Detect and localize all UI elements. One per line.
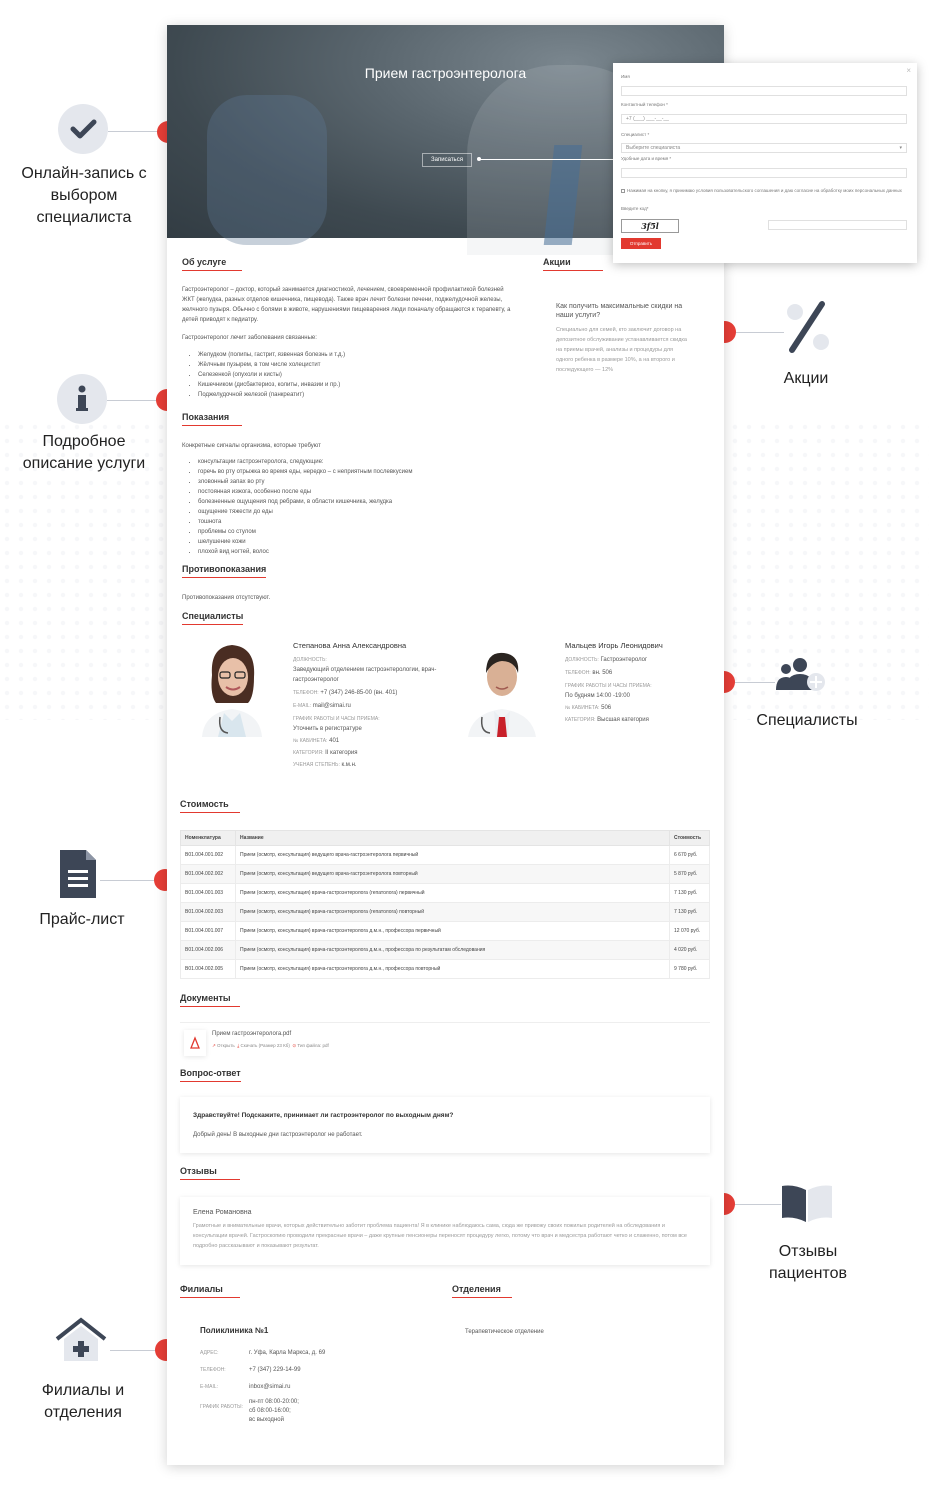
captcha-input[interactable] (768, 220, 907, 230)
departments-heading: Отделения (452, 1284, 501, 1294)
divider (180, 1022, 710, 1023)
specialist-cabinet: 506 (601, 705, 612, 711)
specialist-phone[interactable]: +7 (347) 246-85-00 (вн. 401) (320, 690, 398, 696)
specialist-cabinet: 401 (329, 738, 340, 744)
documents-heading: Документы (180, 993, 231, 1003)
table-row (181, 903, 710, 922)
doctor-male-illustration (452, 637, 552, 737)
pdf-icon[interactable] (184, 1030, 206, 1056)
about-paragraph: Гастроэнтеролог лечит заболевания связанные: (182, 335, 317, 341)
field-label: Контактный телефон * (621, 102, 668, 107)
open-icon: ↗ (212, 1043, 216, 1048)
table-row (181, 846, 710, 865)
specialist-category: II категория (325, 750, 358, 756)
specialist-schedule: Уточнить в регистратуре (293, 726, 362, 732)
list-item: • болезненные ощущения под ребрами, в области кишечника, желудка (198, 497, 512, 507)
table-cell: Прием (осмотр, консультация) врача-гастроэнтеролога (гепатолога) повторный (236, 903, 670, 922)
feature-price-list: Прайс-лист (39, 911, 125, 928)
filetype-icon: ⊙ (292, 1043, 297, 1048)
download-icon: ⤓ (237, 1043, 240, 1048)
field-label: E-MAIL: (293, 703, 312, 709)
consent-checkbox[interactable] (621, 189, 625, 193)
document-icon (58, 850, 98, 900)
column-header: Номенклатура (181, 831, 236, 846)
field-label: E-MAIL: (200, 1384, 219, 1390)
table-row (181, 884, 710, 903)
branch-phone[interactable]: +7 (347) 229-14-99 (249, 1367, 301, 1373)
field-label: УЧЕНАЯ СТЕПЕНЬ: (293, 762, 340, 768)
feature-promo: Акции (783, 370, 829, 387)
about-text (182, 285, 517, 343)
table-cell: B01.004.002.002 (181, 865, 236, 884)
column-header: Стоимость (670, 831, 710, 846)
branch-schedule-line: сб 08:00-16:00; (249, 1408, 291, 1414)
booking-modal (613, 63, 917, 263)
contraindications-heading: Противопоказания (182, 564, 267, 574)
table-cell: Прием (осмотр, консультация) врача-гастроэнтеролога д.м.н., профессора повторный (236, 960, 670, 979)
list-item: • консультации гастроэнтеролога, следующие: (198, 457, 512, 467)
promo-title[interactable]: Как получить максимальные скидки на наши услуги? (556, 303, 683, 319)
users-plus-icon (774, 656, 828, 696)
branch-address: г. Уфа, Карла Маркса, д. 69 (249, 1350, 326, 1356)
faq-card[interactable] (180, 1097, 710, 1153)
page-title: Прием гастроэнтеролога (364, 65, 527, 81)
connector-line (107, 400, 157, 401)
specialist-position: Гастроэнтеролог (600, 657, 648, 663)
table-cell: 9 780 руб. (670, 960, 710, 979)
datetime-input[interactable] (621, 168, 907, 178)
table-cell: 5 870 руб. (670, 865, 710, 884)
table-cell: 4 020 руб. (670, 941, 710, 960)
price-table (180, 830, 710, 979)
field-label: Введите код* (621, 206, 649, 211)
field-label: № КАБИНЕТА: (293, 738, 328, 744)
specialist-position: Заведующий отделением гастроэнтерологии, врач-гастроэнтеролог (293, 667, 437, 683)
list-item: • шелушение кожи (198, 537, 512, 547)
branches-heading: Филиалы (180, 1284, 223, 1294)
select-value: Выберите специалиста (626, 145, 681, 151)
close-icon[interactable]: × (906, 66, 911, 75)
list-item: • постоянная изжога, особенно после еды (198, 487, 512, 497)
table-cell: B01.004.001.003 (181, 884, 236, 903)
book-appointment-button[interactable]: Записаться (422, 153, 472, 167)
table-cell: Прием (осмотр, консультация) врача-гастроэнтеролога д.м.н., профессора по результатам обследования (236, 941, 670, 960)
list-item: • плохой вид ногтей, волос (198, 547, 512, 557)
captcha-image: 3f5l (621, 219, 679, 233)
field-label: КАТЕГОРИЯ: (293, 750, 324, 756)
promo-heading: Акции (543, 257, 571, 267)
table-cell: Прием (осмотр, консультация) ведущего врача-гастроэнтеролога повторный (236, 865, 670, 884)
field-label: ТЕЛЕФОН: (293, 690, 319, 696)
table-cell: Прием (осмотр, консультация) врача-гастроэнтеролога д.м.н., профессора первичный (236, 922, 670, 941)
specialist-select[interactable] (621, 143, 907, 153)
faq-question: Здравствуйте! Подскажите, принимает ли гастроэнтеролог по выходным дням? (193, 1112, 454, 1119)
specialist-photo[interactable] (182, 637, 282, 737)
faq-answer: Добрый день! В выходные дни гастроэнтеролог не работает. (193, 1132, 363, 1138)
list-item: • Селезенкой (опухоли и кисты) (198, 370, 482, 380)
field-label: Удобные дата и время * (621, 156, 672, 161)
specialist-degree: к.м.н. (341, 762, 357, 768)
pointer-line (480, 159, 613, 160)
check-icon-badge (58, 104, 108, 154)
table-cell: B01.004.002.003 (181, 903, 236, 922)
faq-heading: Вопрос-ответ (180, 1068, 241, 1078)
chevron-down-icon: ▾ (899, 145, 902, 151)
check-icon (58, 104, 108, 154)
connector-line (108, 131, 158, 132)
table-cell: 12 070 руб. (670, 922, 710, 941)
table-row (181, 960, 710, 979)
connector-line (735, 1204, 781, 1205)
branch-details (200, 1348, 460, 1425)
table-row (181, 941, 710, 960)
specialist-card (293, 641, 453, 770)
list-item: • Желудком (полипы, гастрит, язвенная болезнь и т.д.) (198, 350, 482, 360)
specialist-name[interactable]: Степанова Анна Александровна (293, 641, 407, 650)
feature-branches: Филиалы и отделения (41, 1382, 125, 1421)
list-item: • ощущение тяжести до еды (198, 507, 512, 517)
feature-online-booking: Онлайн-запись с выбором специалиста (21, 165, 147, 226)
field-label: № КАБИНЕТА: (565, 705, 600, 711)
field-label: Специалист * (621, 132, 650, 137)
field-label: ДОЛЖНОСТЬ: (565, 657, 599, 663)
table-cell: B01.004.001.007 (181, 922, 236, 941)
feature-reviews: Отзывы пациентов (769, 1243, 847, 1282)
field-label: ГРАФИК РАБОТЫ: (200, 1404, 243, 1410)
department-item[interactable]: Терапевтическое отделение (465, 1329, 544, 1335)
indications-intro: Конкретные сигналы организма, которые требуют (182, 443, 321, 449)
field-label: ТЕЛЕФОН: (200, 1367, 226, 1373)
list-item: • Жёлчным пузырем, в том числе холецистит (198, 360, 482, 370)
field-label: ГРАФИК РАБОТЫ И ЧАСЫ ПРИЕМА: (293, 716, 380, 722)
document-meta (212, 1041, 512, 1051)
indications-heading: Показания (182, 412, 230, 422)
info-icon-badge (57, 374, 107, 424)
contraindications-text: Противопоказания отсутствуют. (182, 595, 271, 601)
column-header: Название (236, 831, 670, 846)
field-label: АДРЕС: (200, 1350, 219, 1356)
hero-figure (207, 95, 327, 245)
table-cell: Прием (осмотр, консультация) врача-гастроэнтеролога (гепатолога) первичный (236, 884, 670, 903)
review-author: Елена Романовна (193, 1209, 252, 1216)
specialist-photo[interactable] (452, 637, 552, 737)
home-plus-icon (54, 1317, 108, 1363)
specialists-heading: Специалисты (182, 611, 244, 621)
table-row (181, 865, 710, 884)
indications-list (182, 457, 512, 557)
feature-specialists: Специалисты (756, 712, 858, 729)
list-item: • Поджелудочной железой (панкреатит) (198, 390, 482, 400)
branch-schedule-line: вс выходной (249, 1417, 284, 1423)
about-heading: Об услуге (182, 257, 227, 267)
field-label: ДОЛЖНОСТЬ: (293, 657, 327, 663)
specialist-phone[interactable]: вн. 506 (592, 670, 613, 676)
document-size: (Размер 23 Кб) (258, 1043, 290, 1048)
submit-button[interactable]: Отправить (621, 238, 661, 249)
consent-text: Нажимая на кнопку, я принимаю условия пользовательского соглашения и даю согласие на обработку моих персональных данных (627, 188, 902, 193)
review-text: Грамотные и внимательные врачи, которых действительно заботит проблема пациента! Я в клинике наблюдаюсь сама, сюда же привожу своих пожилых родителей на обследования и консультации врачей. Гастроскопию проводили прекрасные врачи – даже крупные пенсионеры переносят процедуру легко, потому что врач и медсестра работают четко и слаженно, потом все подробно рассказывают и показывают результат. (193, 1223, 687, 1249)
specialist-card (565, 641, 705, 725)
feature-service-details: Подробное описание услуги (22, 433, 146, 472)
table-row (181, 922, 710, 941)
table-cell: 6 670 руб. (670, 846, 710, 865)
connector-line (110, 1350, 156, 1351)
document-open-link[interactable]: Открыть (217, 1043, 235, 1048)
connector-line (100, 880, 156, 881)
branch-schedule-line: пн-пт 08:00-20:00; (249, 1399, 299, 1405)
about-list (182, 350, 482, 400)
phone-input[interactable]: +7 (___) ___-__-__ (621, 114, 907, 124)
promo-text: Специально для семей, кто заключит договор на депозитное обслуживание устанавливается скидка на приемы врачей, анализы и процедуры для одного ребенка в размере 10%, а на второго и последующего — 12% (556, 327, 687, 373)
specialist-email[interactable]: mail@simai.ru (312, 703, 351, 709)
table-cell: B01.004.002.006 (181, 941, 236, 960)
list-item: • проблемы со стулом (198, 527, 512, 537)
document-type: Тип файла: pdf (297, 1043, 329, 1048)
document-download-link[interactable]: Скачать (240, 1043, 258, 1048)
list-item: • Кишечником (дисбактериоз, колиты, инвазии и пр.) (198, 380, 482, 390)
name-input[interactable] (621, 86, 907, 96)
list-item: • тошнота (198, 517, 512, 527)
specialist-category: Высшая категория (597, 717, 649, 723)
percent-icon (784, 300, 832, 354)
table-header-row (181, 831, 710, 846)
review-card (180, 1197, 710, 1265)
table-cell: Прием (осмотр, консультация) ведущего врача-гастроэнтеролога первичный (236, 846, 670, 865)
field-label: ГРАФИК РАБОТЫ И ЧАСЫ ПРИЕМА: (565, 683, 652, 689)
price-heading: Стоимость (180, 799, 229, 809)
connector-line (736, 332, 784, 333)
list-item: • горечь во рту отрыжка во время еды, нередко – с неприятным послевкусием (198, 467, 512, 477)
connector-line (735, 682, 775, 683)
reviews-heading: Отзывы (180, 1166, 217, 1176)
field-label: КАТЕГОРИЯ: (565, 717, 596, 723)
table-cell: 7 130 руб. (670, 884, 710, 903)
list-item: • зловонный запах во рту (198, 477, 512, 487)
table-cell: B01.004.002.005 (181, 960, 236, 979)
field-label: ТЕЛЕФОН: (565, 670, 591, 676)
specialist-name[interactable]: Мальцев Игорь Леонидович (565, 641, 663, 650)
field-label: Имя (621, 74, 630, 79)
table-cell: 7 130 руб. (670, 903, 710, 922)
about-paragraph: Гастроэнтеролог – доктор, который занимается диагностикой, лечением, своевременной профилактикой болезней ЖКТ (желудка, разных отделов кишечника, пищевода). Также врач лечит болезни печени, поджелудочной железы, желчного пузыря. Обычно с болями в животе, нарушениями пищеварения люди поначалу обращаются к терапевту, а детей приводят к педиатру. (182, 287, 511, 323)
doctor-female-illustration (182, 637, 282, 737)
table-cell: B01.004.001.002 (181, 846, 236, 865)
branch-email[interactable]: inbox@simai.ru (249, 1384, 291, 1390)
specialist-schedule: По будням 14:00 -19:00 (565, 693, 630, 699)
book-icon (780, 1184, 834, 1224)
info-icon (57, 374, 107, 424)
branch-name[interactable]: Поликлиника №1 (200, 1326, 269, 1335)
document-name[interactable]: Прием гастроэнтеролога.pdf (212, 1031, 292, 1037)
